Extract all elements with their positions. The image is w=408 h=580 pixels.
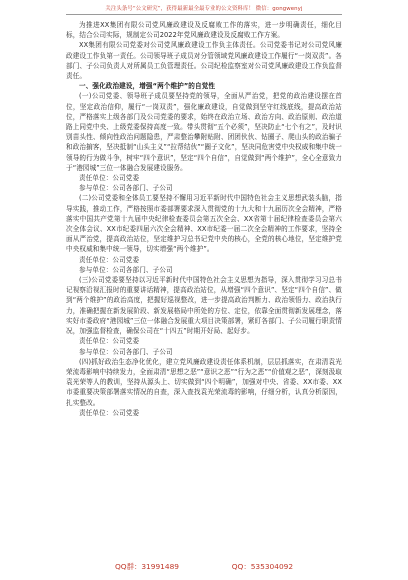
body-paragraph: 为推进XX集团有限公司党风廉政建设及反腐败工作的落实，进一步明确责任，细化目标，结合公司实际，规制定公司2022年党风廉政建设及反腐败工作方案。 xyxy=(66,21,342,40)
responsibility-line: 参与单位：公司各部门、子公司 xyxy=(79,184,173,193)
responsibility-line: 责任单位：公司党委 xyxy=(79,255,140,264)
responsibility-line: 参与单位：公司各部门、子公司 xyxy=(79,347,173,356)
banner-promo-text: 关注头条号“公文研究”，获得最新最全最专业的公文资料库！ xyxy=(105,6,254,12)
footer-qq-group: QQ群：31991489 xyxy=(114,562,179,571)
document-body xyxy=(66,20,342,418)
body-paragraph: XX集团有限公司党委对公司党风廉政建设工作负主体责任。公司党委书记对公司党风廉政建设工作负第一责任。公司领导班子成员对分管领域党风廉政建设工作履行“一岗双责”。各部门、子公司负责人对所属员工负管理责任。公司纪检监察室对公司党风廉政建设工作负监督责任。 xyxy=(66,41,342,81)
body-paragraph: (四)抓好政治生态净化优化，建立党风廉政建设责任体系机制，层层抓落实，在肃清袁光荣流毒影响中持续发力，全面肃清“思想之恶”“意识之恶”“行为之恶”“价值观之恶”，深刻汲取袁光荣等人的教训，坚持从源头上、切实做到“四个明确”，加强对中央、省委、XX市委、XX市委重要决策部署落实情况的自查，深入查找袁光荣流毒的影响，仔细分析，认真分析原因，扎实整改。 xyxy=(66,357,342,407)
body-paragraph: (三)公司党委要坚持以习近平新时代中国特色社会主义思想为指导，深入贯彻学习习总书记视察沿视汇报时的重要讲话精神，提高政治站位，从增强“四个意识”、坚定“四个自信”、做到“两个维护”的政治高度，把握好巡视整改，进一步提高政治判断力、政治领悟力、政治执行力，准确把握在新发展阶段、新发展格局中所处的方位、定位，依靠全面贯彻新发展理念，落实好市委政府“港园城”三位一体融合发展重大项目决策部署，紧盯各部门、子公司履行职责情况，加强监督检查，确保公司在“十四五”时期开好局、起好步。 xyxy=(66,276,342,336)
body-paragraph: (二)公司党委和全体员工要坚持不懈用习近平新时代中国特色社会主义思想武装头脑，指导实践，推动工作，严格按照市委部署要求深入贯彻党的十九大和十九届历次全会精神，严格落实中国共产党第十九届中央纪律检查委员会第五次全会、XX省第十届纪律检查委员会第六次全体会议、XX市纪委四届六次全会精神、XX市纪委一届二次全会精神的工作要求，坚持全面从严治党，提高政治站位，坚定维护习总书记党中央的核心，全党的核心地位，坚定维护党中央权威和集中统一领导，切实增强“两个维护”。 xyxy=(66,194,342,254)
header-divider xyxy=(66,14,342,15)
footer-qq: QQ：535304092 xyxy=(231,562,294,571)
responsibility-line: 参与单位：公司各部门、子公司 xyxy=(79,265,173,274)
responsibility-line: 责任单位：公司党委 xyxy=(79,408,140,417)
header-banner xyxy=(0,4,408,12)
section-heading: 一、强化政治建设，增强“两个维护”的自觉性 xyxy=(79,82,216,91)
banner-wechat-text: 微信：gongwenyj xyxy=(255,6,303,12)
responsibility-line: 责任单位：公司党委 xyxy=(79,174,140,183)
responsibility-line: 责任单位：公司党委 xyxy=(79,337,140,346)
footer-contact xyxy=(0,561,408,572)
body-paragraph: (一)公司党委、领导班子成员要坚持党的领导，全面从严治党，把党的政治建设摆在首位，坚定政治信仰，履行“一岗双责”，强化廉政建设，自觉做到坚守红线底线，提高政治站位，严格落实上级各部门及公司党委的要求，始终在政治立场、政治方向、政治原则、政治道路上同党中央、上级党委保持高度一致。带头贯彻“五个必须”，坚决防止“七个有之”，及时识别苗头性、倾向性政治问题隐患，严肃整治攀附贴附、团团伙伙、钻圈子、爬山头的政治骗子和政治掮客，坚决抵制“山头主义”“拉帮结伙”“圈子文化”，坚决同危害党中央权威和集中统一领导的行为做斗争，树牢“四个意识”，坚定“四个自信”，自觉做到“两个维护”，全心全意致力于“港园城”三位一体融合发展建设服务。 xyxy=(66,92,342,172)
